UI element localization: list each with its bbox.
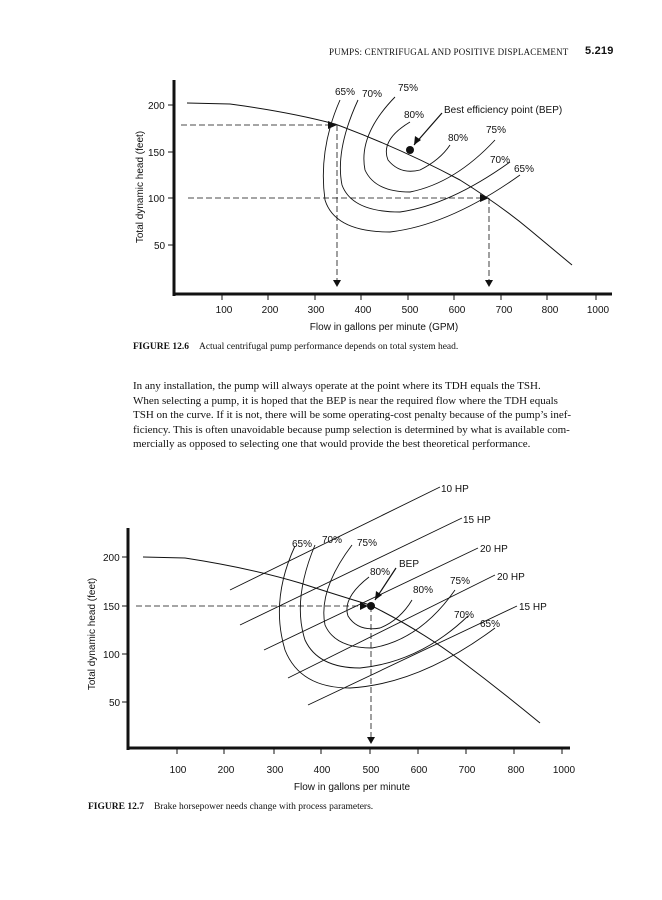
fig2-ytick-100: 100 xyxy=(103,650,120,661)
fig1-y-axis-label: Total dynamic head (feet) xyxy=(135,130,146,244)
fig2-eff-80-top: 80% xyxy=(370,567,391,578)
fig2-eff-65-right: 65% xyxy=(480,619,501,630)
fig2-bep-label: BEP xyxy=(399,559,420,570)
fig2-hp-label-15-bottom: 15 HP xyxy=(519,602,547,613)
fig1-arrowhead-3 xyxy=(328,121,337,129)
page-number: 5.219 xyxy=(585,45,614,57)
fig2-x-axis-label: Flow in gallons per minute xyxy=(293,782,411,793)
fig2-bep-arrowhead xyxy=(375,591,382,600)
fig2-xtick-200: 200 xyxy=(217,765,235,776)
fig1-bep-point xyxy=(406,146,414,154)
paragraph-line: ficiency. This is often unavoidable because pump selection is determined by what is available com- xyxy=(133,423,570,436)
fig2-eff-65-top: 65% xyxy=(292,539,313,550)
fig2-xtick-700: 700 xyxy=(458,765,476,776)
fig2-eff-70-right: 70% xyxy=(454,610,475,621)
fig1-x-axis-label: Flow in gallons per minute (GPM) xyxy=(309,322,459,333)
fig1-ytick-100: 100 xyxy=(148,194,165,205)
fig2-xtick-400: 400 xyxy=(313,765,331,776)
fig1-ytick-50: 50 xyxy=(154,241,166,252)
fig1-eff-80-top: 80% xyxy=(404,110,425,121)
fig1-xtick-700: 700 xyxy=(495,305,513,316)
fig1-eff-70-top: 70% xyxy=(362,89,383,100)
fig1-xtick-300: 300 xyxy=(307,305,325,316)
fig1-xtick-500: 500 xyxy=(401,305,419,316)
fig2-bep-point xyxy=(367,602,375,610)
body-paragraph xyxy=(133,379,613,452)
fig1-contour-80 xyxy=(386,122,450,171)
fig2-xtick-1000: 1000 xyxy=(552,765,576,776)
fig2-ytick-150: 150 xyxy=(103,602,120,613)
fig2-hp-label-15-top: 15 HP xyxy=(463,515,491,526)
fig1-eff-70-right: 70% xyxy=(490,155,511,166)
fig2-contour-70 xyxy=(300,545,471,668)
paragraph-line: mercially as opposed to selecting one that would provide the best theoretical performance. xyxy=(133,438,531,450)
fig2-hp-label-10: 10 HP xyxy=(441,484,469,495)
fig1-ytick-150: 150 xyxy=(148,148,165,159)
fig2-eff-80-right: 80% xyxy=(413,585,434,596)
figure-12-7-number: FIGURE 12.7 xyxy=(88,802,144,812)
fig1-arrowhead-2 xyxy=(485,280,493,287)
fig1-xtick-600: 600 xyxy=(448,305,466,316)
figure-12-6-caption xyxy=(133,342,458,352)
figure-12-6-number: FIGURE 12.6 xyxy=(133,342,189,352)
fig1-eff-80-right: 80% xyxy=(448,133,469,144)
fig2-y-axis-label: Total dynamic head (feet) xyxy=(87,577,98,691)
fig1-xtick-1000: 1000 xyxy=(586,305,610,316)
running-title: PUMPS: CENTRIFUGAL AND POSITIVE DISPLACEMENT xyxy=(329,47,569,57)
figure-12-7-caption-text: Brake horsepower needs change with process parameters. xyxy=(153,802,374,812)
fig2-arrowhead-down xyxy=(367,737,375,744)
fig1-xtick-400: 400 xyxy=(354,305,372,316)
fig2-eff-75-top: 75% xyxy=(357,538,378,549)
fig2-ytick-50: 50 xyxy=(109,698,121,709)
fig2-hp-label-20-top: 20 HP xyxy=(480,544,508,555)
fig1-ytick-200: 200 xyxy=(148,101,165,112)
paragraph-line: TSH on the curve. If it is not, there will be some operating-cost penalty because of the pump’s inef- xyxy=(133,409,572,421)
fig2-xtick-300: 300 xyxy=(266,765,284,776)
fig2-xtick-600: 600 xyxy=(410,765,428,776)
fig1-eff-75-top: 75% xyxy=(398,83,419,94)
fig2-xtick-800: 800 xyxy=(507,765,525,776)
fig1-bep-label: Best efficiency point (BEP) xyxy=(444,105,563,116)
fig1-xtick-100: 100 xyxy=(215,305,233,316)
paragraph-line: In any installation, the pump will always operate at the point where its TDH equals the TSH. xyxy=(133,380,541,392)
fig2-eff-75-right: 75% xyxy=(450,576,471,587)
fig2-ytick-200: 200 xyxy=(103,553,120,564)
fig2-eff-70-top: 70% xyxy=(322,535,343,546)
figure-12-7-caption xyxy=(88,802,373,812)
fig1-xtick-200: 200 xyxy=(261,305,279,316)
fig2-hp-label-20-bottom: 20 HP xyxy=(497,572,525,583)
fig1-eff-75-right: 75% xyxy=(486,125,507,136)
paragraph-line: When selecting a pump, it is hoped that the BEP is near the required flow where the TDH equals xyxy=(133,394,558,407)
fig2-xtick-500: 500 xyxy=(362,765,380,776)
fig1-pump-curve xyxy=(187,103,572,265)
fig1-arrowhead-1 xyxy=(333,280,341,287)
fig2-xtick-100: 100 xyxy=(169,765,187,776)
fig1-eff-65-top: 65% xyxy=(335,87,356,98)
fig1-xtick-800: 800 xyxy=(541,305,559,316)
fig1-contour-70 xyxy=(340,100,510,212)
figure-12-6-caption-text: Actual centrifugal pump performance depends on total system head. xyxy=(198,342,459,352)
fig1-eff-65-right: 65% xyxy=(514,164,535,175)
